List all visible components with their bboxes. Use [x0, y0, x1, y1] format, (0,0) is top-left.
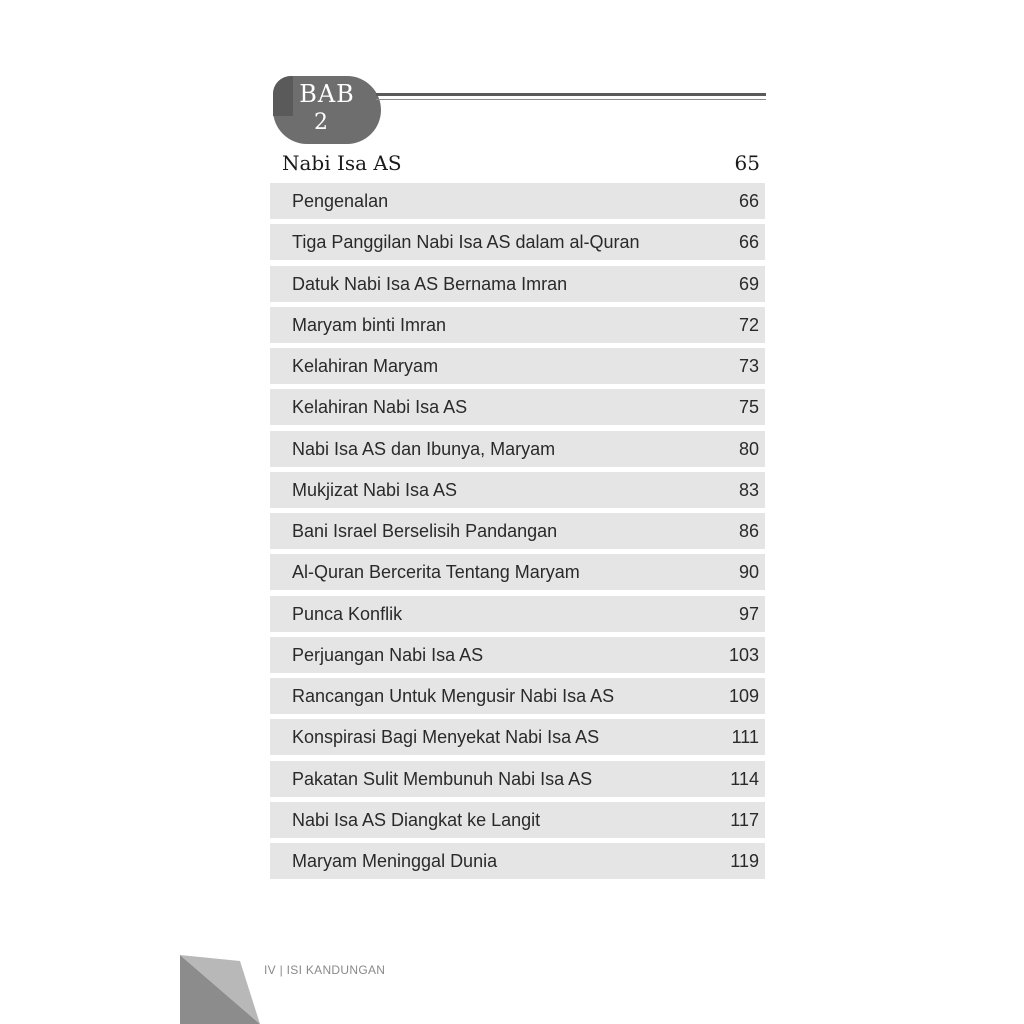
toc-entry[interactable]	[270, 266, 765, 302]
toc-entry-label: Mukjizat Nabi Isa AS	[292, 479, 458, 500]
toc-entry[interactable]	[270, 554, 765, 590]
toc-entry-label: Maryam Meninggal Dunia	[292, 851, 498, 871]
toc-entry[interactable]	[270, 678, 765, 714]
toc-entry-page: 83	[738, 479, 759, 500]
chapter-title: Nabi Isa AS	[282, 151, 402, 175]
toc-list	[270, 183, 765, 884]
toc-entry[interactable]	[270, 513, 765, 549]
toc-entry-label: Al-Quran Bercerita Tentang Maryam	[292, 562, 580, 583]
toc-entry-page: 69	[738, 273, 759, 294]
toc-entry[interactable]	[270, 637, 765, 673]
toc-entry[interactable]	[270, 348, 765, 384]
toc-entry-page: 66	[738, 232, 759, 253]
chapter-page-number: 65	[734, 151, 760, 175]
footer-section-title: ISI KANDUNGAN	[286, 963, 386, 977]
toc-entry-page: 111	[731, 727, 759, 748]
toc-entry[interactable]	[270, 389, 765, 425]
toc-entry[interactable]	[270, 431, 765, 467]
toc-entry-label: Kelahiran Maryam	[292, 356, 439, 376]
toc-entry[interactable]	[270, 843, 765, 879]
toc-entry-page: 66	[738, 191, 759, 211]
toc-entry-label: Datuk Nabi Isa AS Bernama Imran	[292, 273, 568, 294]
toc-entry-page: 75	[738, 397, 759, 418]
toc-entry-page: 86	[738, 521, 759, 541]
toc-entry[interactable]	[270, 596, 765, 632]
header-rule-thick	[376, 93, 766, 96]
toc-entry[interactable]	[270, 719, 765, 755]
toc-entry[interactable]	[270, 183, 765, 219]
toc-entry-page: 97	[738, 603, 759, 624]
toc-entry-label: Pengenalan	[292, 191, 389, 211]
toc-entry[interactable]	[270, 802, 765, 838]
toc-entry-page: 119	[730, 851, 759, 871]
toc-entry-label: Konspirasi Bagi Menyekat Nabi Isa AS	[292, 727, 600, 748]
toc-entry-label: Punca Konflik	[292, 603, 403, 624]
toc-entry-label: Nabi Isa AS dan Ibunya, Maryam	[292, 438, 556, 459]
page-corner-decoration	[180, 955, 260, 1024]
toc-entry-label: Maryam binti Imran	[292, 314, 447, 335]
toc-entry-label: Pakatan Sulit Membunuh Nabi Isa AS	[292, 768, 593, 789]
toc-entry-page: 72	[738, 314, 759, 335]
toc-entry-page: 114	[730, 768, 759, 789]
toc-entry-label: Tiga Panggilan Nabi Isa AS dalam al-Quran	[292, 232, 640, 253]
toc-entry-page: 103	[728, 644, 759, 665]
toc-entry-page: 90	[738, 562, 759, 583]
chapter-badge-number: 2	[314, 110, 328, 135]
header-rule-thin	[376, 99, 766, 100]
toc-entry-page: 73	[738, 356, 759, 376]
page-footer	[264, 963, 385, 977]
toc-entry-label: Bani Israel Berselisih Pandangan	[292, 521, 558, 541]
toc-entry-page: 109	[728, 686, 759, 706]
toc-entry-label: Rancangan Untuk Mengusir Nabi Isa AS	[292, 686, 615, 706]
toc-entry[interactable]	[270, 307, 765, 343]
toc-entry-page: 117	[730, 809, 759, 830]
toc-entry-label: Kelahiran Nabi Isa AS	[292, 397, 468, 418]
toc-entry-label: Nabi Isa AS Diangkat ke Langit	[292, 809, 541, 830]
footer-page-numeral: IV	[264, 963, 276, 977]
chapter-badge	[273, 76, 381, 144]
chapter-heading[interactable]	[282, 148, 764, 180]
toc-entry[interactable]	[270, 761, 765, 797]
toc-entry[interactable]	[270, 472, 765, 508]
toc-entry[interactable]	[270, 224, 765, 260]
toc-entry-page: 80	[738, 438, 759, 459]
footer-separator: |	[279, 963, 287, 977]
toc-entry-label: Perjuangan Nabi Isa AS	[292, 644, 484, 665]
chapter-badge-word: BAB	[299, 80, 355, 108]
